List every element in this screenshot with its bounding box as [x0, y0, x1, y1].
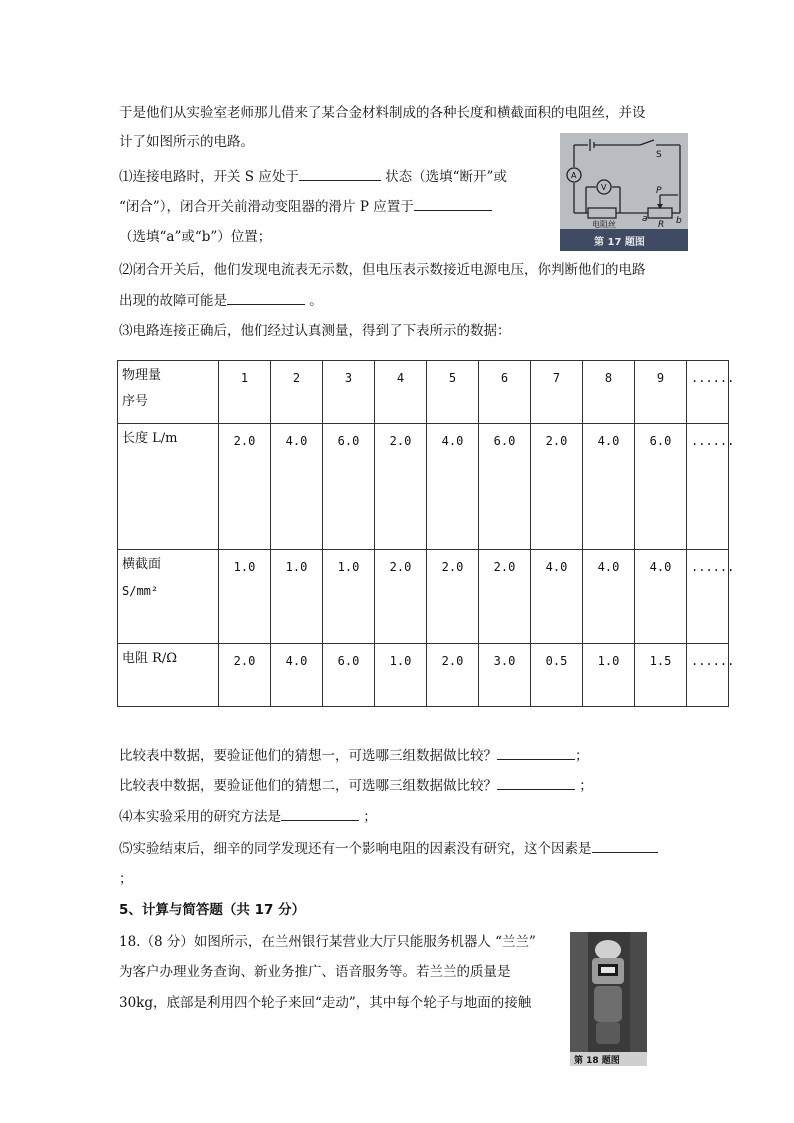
table-cell: 4.0: [583, 550, 635, 644]
table-cell: 4.0: [271, 644, 323, 707]
compare-end-2: ；: [575, 778, 593, 794]
col-header: 8: [583, 361, 635, 424]
table-cell: 2.0: [219, 424, 271, 550]
q2-end: 。: [305, 293, 323, 309]
table-cell: 4.0: [583, 424, 635, 550]
compare-line-2: [119, 776, 593, 795]
q1-slider-blank[interactable]: [414, 197, 492, 211]
col-header: 3: [323, 361, 375, 424]
table-cell: 4.0: [635, 550, 687, 644]
compare-prompt-2: 比较表中数据，要验证他们的猜想二，可选哪三组数据做比较？: [119, 778, 497, 794]
q1-options: 状态（选填“断开”或: [380, 169, 507, 185]
ammeter-label: A: [571, 171, 577, 180]
table-cell: 2.0: [479, 550, 531, 644]
ellipsis-cell: ......: [687, 550, 729, 644]
compare-prompt-1: 比较表中数据，要验证他们的猜想一，可选哪三组数据做比较？: [119, 748, 497, 764]
row-label-line-1: 横截面: [122, 557, 162, 572]
q3-line: ⑶电路连接正确后，他们经过认真测量，得到了下表所示的数据：: [119, 323, 511, 339]
intro-line-1: 于是他们从实验室老师那儿借来了某合金材料制成的各种长度和横截面积的电阻丝，并设: [119, 105, 646, 121]
robot-illustration: [570, 932, 647, 1066]
q18-line-2: 为客户办理业务查询、新业务推广、语音服务等。若兰兰的质量是: [119, 964, 511, 980]
col-header: 6: [479, 361, 531, 424]
table-cell: 1.5: [635, 644, 687, 707]
table-cell: 2.0: [427, 550, 479, 644]
terminal-a-label: a: [642, 214, 648, 224]
table-cell: 6.0: [323, 424, 375, 550]
q18-line-1: 18.（8 分）如图所示，在兰州银行某营业大厅只能服务机器人 “兰兰”: [119, 934, 536, 950]
header-quantity: 物理量: [122, 368, 162, 383]
table-cell: 1.0: [323, 550, 375, 644]
table-row-length: [118, 424, 729, 550]
table-row-area: [118, 550, 729, 644]
table-cell: 1.0: [219, 550, 271, 644]
figure-18-robot-photo: [570, 932, 647, 1066]
q4-prompt: ⑷本实验采用的研究方法是: [119, 809, 281, 825]
q4-line: [119, 807, 377, 826]
table-header-row: [118, 361, 729, 424]
ellipsis-cell: ......: [687, 424, 729, 550]
table-cell: 2.0: [375, 550, 427, 644]
table-corner-cell: [118, 361, 219, 424]
table-cell: 2.0: [219, 644, 271, 707]
table-cell: 1.0: [271, 550, 323, 644]
q1-line-c: （选填“a”或“b”）位置；: [119, 229, 272, 245]
figure-18-caption: 第 18 题图: [574, 1056, 620, 1066]
col-header: 7: [531, 361, 583, 424]
table-cell: 2.0: [375, 424, 427, 550]
q1-switch-blank[interactable]: [299, 167, 381, 181]
q5-factor-blank[interactable]: [592, 839, 658, 853]
q1-line-a: [119, 167, 507, 186]
compare-end-1: ；: [575, 748, 589, 764]
slider-label: P: [656, 186, 662, 196]
table-cell: 2.0: [427, 644, 479, 707]
figure-17-circuit: [560, 133, 688, 251]
table-cell: 4.0: [271, 424, 323, 550]
q5-end: ；: [119, 871, 133, 887]
ellipsis-cell: ......: [687, 361, 729, 424]
figure-17-caption: 第 17 题图: [594, 237, 645, 248]
table-cell: 6.0: [479, 424, 531, 550]
q2-line-2: [119, 291, 323, 310]
table-cell: 4.0: [427, 424, 479, 550]
table-row-resistance: [118, 644, 729, 707]
q1-line-b: [119, 197, 492, 216]
table-cell: 4.0: [531, 550, 583, 644]
q1-prompt: ⑴连接电路时，开关 S 应处于: [119, 169, 299, 185]
q2-prompt: 出现的故障可能是: [119, 293, 227, 309]
circuit-diagram: [560, 133, 688, 251]
table-cell: 6.0: [635, 424, 687, 550]
col-header: 4: [375, 361, 427, 424]
row-label-line-2: S/mm²: [122, 584, 159, 598]
table-cell: 6.0: [323, 644, 375, 707]
ellipsis-cell: ......: [687, 644, 729, 707]
table-cell: 1.0: [583, 644, 635, 707]
col-header: 5: [427, 361, 479, 424]
intro-line-2: 计了如图所示的电路。: [119, 134, 254, 150]
col-header: 9: [635, 361, 687, 424]
q1-slider-prompt: “闭合”），闭合开关前滑动变阻器的滑片 P 应置于: [119, 199, 414, 215]
switch-label: S: [656, 150, 662, 160]
table-cell: 0.5: [531, 644, 583, 707]
table-cell: 1.0: [375, 644, 427, 707]
header-index: 序号: [122, 394, 149, 409]
section-5-title: 5、计算与简答题（共 17 分）: [119, 902, 306, 918]
table-cell: 3.0: [479, 644, 531, 707]
col-header: 1: [219, 361, 271, 424]
q5-line: [119, 839, 658, 858]
q5-prompt: ⑸实验结束后，细辛的同学发现还有一个影响电阻的因素没有研究，这个因素是: [119, 841, 592, 857]
q18-line-3: 30kg，底部是利用四个轮子来回“走动”，其中每个轮子与地面的接触: [119, 995, 532, 1011]
row-label: 长度 L/m: [118, 424, 219, 550]
terminal-b-label: b: [676, 216, 682, 226]
row-label: [118, 550, 219, 644]
q4-end: ；: [359, 809, 377, 825]
col-header: 2: [271, 361, 323, 424]
compare-blank-1[interactable]: [497, 746, 575, 760]
table-cell: 2.0: [531, 424, 583, 550]
compare-line-1: [119, 746, 589, 765]
rheostat-label: R: [658, 220, 665, 230]
voltmeter-label: V: [601, 183, 607, 192]
wire-label: 电阻丝: [592, 220, 616, 229]
q2-line-1: ⑵闭合开关后，他们发现电流表无示数，但电压表示数接近电源电压，你判断他们的电路: [119, 262, 646, 278]
q4-method-blank[interactable]: [281, 807, 359, 821]
row-label: 电阻 R/Ω: [118, 644, 219, 707]
q2-fault-blank[interactable]: [227, 291, 305, 305]
data-table: [117, 360, 735, 707]
compare-blank-2[interactable]: [497, 776, 575, 790]
